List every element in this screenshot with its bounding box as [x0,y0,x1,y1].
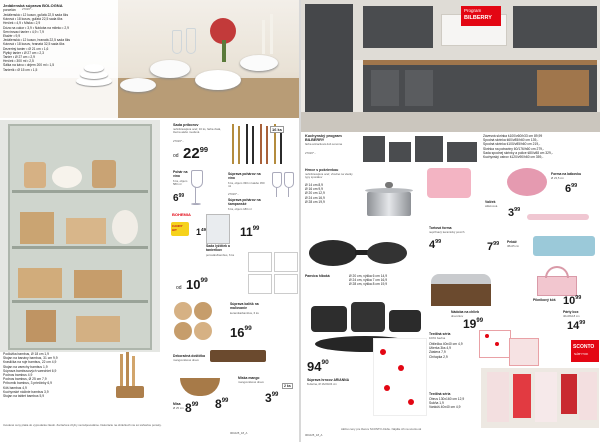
pink-cake-form-image [427,168,471,198]
cake-form-title: Tortová forma [429,226,452,230]
spoon-set-title: Sada lyžičiek a tanierikov [206,244,230,252]
wine-glass-desc: 6 ks, objem 580 ml [173,179,188,187]
list-item: Kávová • 18 kusov, hranatá 32,5 sada 6ks [3,42,65,47]
price-dec: 99 [435,239,442,245]
plate-stack-image [74,60,114,94]
list-item: Šálka na kávu • objem 200 ml • 1,5 [3,63,55,68]
tray-price [487,242,499,253]
list-item: Sukňa 1,9 [429,401,444,406]
list-item: Podnos bambus 4,9 [3,373,33,378]
list-item: Kuchynské náčinie bambus 3,9 [3,389,49,394]
party-box-title: Párty box [563,310,579,314]
candy-hit-label: CANDY HIT [172,224,183,232]
candy-hit-badge [171,222,189,236]
glass-set-code: 27016*... [228,192,240,196]
serving-board-desc: keramika/bambus, 6 ks [230,311,259,315]
list-item: Stojan na varechy bambus 1,9 [3,364,48,369]
bamboo-utensils-image [112,350,158,400]
bread-box-price [463,318,483,330]
list-item: Obrus 130x160 cm 12,9 [429,397,465,401]
glass-set-title: Súprava pohárov na víno [228,172,261,180]
wine-glass-title: Pohár na víno [173,170,188,178]
price-dec: 99 [493,241,500,247]
list-item: Závesná skrinka š100/v60/h33 cm 89,99 [483,134,543,138]
price-int: 16 [230,325,245,340]
price-int: 94 [307,359,322,374]
list-item: Zástera 7,9 [429,350,446,355]
party-box-desc: 40x28x18 cm [563,314,580,318]
list-item: Súprava bambusových varechiet 6,9 [3,368,57,373]
list-item: Ø 24 cm 16,9 [305,195,325,200]
price-int: 6 [565,183,572,195]
list-item: Kuchynský ostrov š120/v90/h60 cm 359,- [483,155,544,160]
list-item: Podložka bambus, Ø 18 cm 1,9 [3,352,49,356]
price-dec: 99 [178,193,185,199]
cabinet-photo [0,120,160,352]
mango-bowl-title: Miska mango [238,376,260,380]
list-item: Ø 14 cm 8,9 [305,183,323,187]
textiles-desc: 100% bavlna [429,336,446,340]
price-int: 4 [429,239,436,251]
roller-desc: silikónová [485,204,498,208]
table-runner-image [373,338,427,416]
cutlery-from-label: od [173,153,179,159]
bowl-desc: Ø 25 cm [173,406,184,410]
left-page [0,0,299,442]
price-int: 6 [173,193,179,204]
list-item: Ø 16 cm 9,9 [305,187,323,192]
cake-form-price [429,240,441,251]
price-dec: 99 [271,392,279,398]
price-dec: 99 [191,402,199,408]
list-item: Vankúš 40x40 cm 4,9 [429,405,461,410]
price-int: 10 [563,295,576,307]
serving-board-title: Súprava kalíšk na maľovanie [230,302,259,310]
left-page-code: 001025_18_A [230,431,248,435]
serving-board-price [230,326,252,339]
wine-glass-price [173,194,184,204]
spoon-set-image [246,250,298,294]
price-dec: 99 [476,318,484,324]
mango-bowl-price [265,392,278,404]
tableware-price-list [3,13,73,72]
list-item: Dezertný tanier • Ø 21 cm • 1,6 [3,46,49,51]
right-footer-note: Akčné ceny pre členov SCONTO-Clubu. Nájdite ich na sconto.sk [341,427,422,431]
sconto-logo-text: SCONTO [573,344,595,350]
list-item: Podnos bambus, Ø 25 cm 7,9 [3,377,47,382]
kugel-price [565,184,577,195]
kitchen-desc: farba antracitová dub sonoma [305,142,343,146]
basket-title: Piknikový kôš [533,298,556,302]
list-item: Príbornik bambus, 3 priečinky 6,9 [3,381,52,386]
steel-pot-image [361,180,417,220]
price-dec: 99 [571,183,578,189]
list-item: Kôš bambus 4,9 [3,385,27,390]
list-item: Etažér • 9,9 [3,34,21,39]
mango-bowl-tag-label: 2 ks [284,384,291,388]
textile-set-price-list [429,397,479,410]
cookware-price-list [305,183,355,204]
program-badge-line1: Program [464,8,482,13]
price-dec: 99 [200,277,208,284]
left-footer-note: Uvedené ceny platia do vypredania zásob. Za tlačové chyby nezodpovedáme. Dekorácie na obrázkoch nie sú súčasťou ponuky. [3,423,162,427]
cutlery-desc: nehrdzavejúca oceľ, 16 ks, farba zlatá, čierna alebo meďená [173,127,221,135]
price-int: 10 [186,277,201,292]
cake-form-desc: nepriľnavý keramický povrch [429,230,465,234]
baking-tray-image [533,236,595,256]
price-int: 3 [508,207,515,219]
tableware-code: 27016*... [22,7,34,11]
wooden-bowl-image [180,378,220,396]
frying-pan-image [307,236,417,272]
price-dec: 99 [514,207,521,213]
picnic-basket-image [537,266,577,296]
price-int: 11 [240,225,253,239]
bowl-price [185,402,198,414]
kitchen-price-list [483,134,599,159]
basket-price [563,296,581,307]
list-item: Ø 24 cm, výška 7 cm 16,9 [349,278,388,283]
list-item: Ø 28 cm, výška 8 cm 19,9 [349,282,388,287]
party-box-price [567,321,585,332]
decor-plate-title: Dekoračná doštička [173,354,206,358]
bamboo-product-list [3,352,107,398]
spoon-set-from-label: od [176,285,182,291]
list-item: Obliečka 40x40 cm 4,9 [429,342,463,346]
spoon-set-desc: porcelán/bambus, 6 ks [206,253,235,257]
champagne-set-title: Súprava pohárov na šampanské [228,198,261,206]
bread-box-desc: drevo/kov [451,314,464,318]
kitchen-textiles-photo [481,368,599,428]
list-item: Plytký tanier • Ø 27 cm • 2,3 [3,50,44,55]
list-item: Hrnček • 4,9 • Miska • 2,9 [3,21,41,26]
champagne-box-image [206,214,230,244]
list-item: Utierka 3ks 4,9 [429,346,451,351]
list-item: Spodná skrinka š100/v85/h60 cm 219,- [483,142,541,147]
cookware-desc: nehrdzavejúca oceľ, vhodné na všetky typy sporákov [305,172,353,180]
kugel-desc: Ø 23,5 cm [551,176,564,180]
tableware-subtitle: porcelán [3,8,16,12]
champagne-price-small [196,228,206,237]
sconto-logo [571,340,599,362]
price-int: 7 [487,241,494,253]
mango-bowl-desc: mangovníkové drevo [238,380,264,384]
tableware-title: Jedálenská súprava BOLOGNA [3,3,63,8]
arianna-set-desc: 8-dielna, Ø 16/20/24 cm [307,382,337,386]
list-item: Stojan na tablet bambus 5,9 [3,394,45,399]
arianna-set-title: Súprava hrncov ARIANNA [307,378,350,382]
decor-plate-desc: mangovníkové drevo [173,358,199,362]
list-item: Skrinka na potraviny 60/176/h60 cm 279,- [483,146,545,151]
cutlery-tag-label: 16 ks [272,127,283,132]
decor-plate-image [210,350,266,362]
tray-title: Pekáč [507,240,517,244]
glass-set-image [268,170,298,200]
price-dec: 99 [244,325,252,332]
textiles-price-list [429,342,479,359]
cutlery-tag [270,126,284,133]
cutlery-code: 27016*... [173,139,185,143]
list-item: Ø 20 cm, výška 6 cm 14,9 [349,274,388,278]
price-int: 1 [196,227,202,237]
price-int: 22 [183,145,200,162]
bread-box-title: Nádoba na chlieb [451,310,480,314]
kugelhopf-form-image [507,168,547,196]
glass-set-desc: 6 ks, objem 330 ml alebo 450 ml [228,181,265,189]
cutlery-price [183,146,208,161]
pan-title: Panvica hlboká [305,274,330,278]
price-int: 14 [567,320,580,332]
list-item: Chňapka 2,9 [429,354,448,359]
price-int: 8 [185,401,192,415]
price-dec: 99 [575,295,582,301]
right-page [301,0,600,442]
list-item: Stojan na banány bambus, 31 cm 9,9 [3,356,58,361]
roller-title: Valček [485,200,496,204]
decor-plate-price [215,398,228,410]
right-page-code: 001025_18_A [305,433,323,437]
champagne-price [240,226,259,238]
list-item: Hrnček • 300 ml • 2,5 [3,59,34,64]
list-item: Spodná skrinka š60/v85/h60 cm 139,- [483,138,539,143]
price-int: 19 [463,317,477,331]
arianna-set-price [307,360,329,373]
serving-board-image [172,300,216,344]
spoon-set-price [186,278,208,291]
list-item: Sada spodnej skrinky a police š80/v88 cm 329,- [483,150,553,155]
textile-napkins-image [479,330,539,368]
mango-bowl-tag [282,383,293,389]
list-item: Servírovací tanier • 4,9 • 7,9 [3,29,44,34]
program-badge [461,6,501,26]
list-item: Kraslička na ruje bambus, 22 cm 4,9 [3,360,57,365]
kitchen-code: 27016*... [305,151,317,155]
price-dec: 99 [199,145,209,154]
list-item: Ø 20 cm 12,9 [305,191,325,196]
kitchen-module-thumbnails [361,134,479,166]
price-int: 8 [215,397,222,411]
price-int: 3 [265,391,272,405]
champagne-set-desc: 6 ks, objem 180 ml [228,207,252,211]
textile-set-title: Textilná séria [429,392,451,396]
list-item: Tanier • Ø 27 cm • 2,9 [3,55,35,60]
list-item: Kávová • 18 kusov, guľatá 22,5 sada 6ks [3,17,63,22]
bowl-title: Misa [173,402,181,406]
cutlery-image [226,122,298,170]
list-item: Dóza na cukor • 3,9 • Nádoba na mlieko • 2,9 [3,25,69,30]
kugel-title: Forma na bábovku [551,172,582,176]
cookware-title: Hrnce s pokrievkou [305,168,339,172]
sconto-logo-sub: NÁBYTOK [574,352,589,356]
price-dec: 90 [321,359,329,366]
list-item: Jedálenská • 12 kusov, guľatá 22,5 sada 6ks [3,13,69,17]
list-item: Jedálenská • 12 kusov, hranatá 22,5 sada 6ks [3,38,71,43]
tray-desc: 38x25 cm [507,244,520,248]
list-item: Tanierik • Ø 15 cm • 1,5 [3,67,38,72]
rolling-pin-image [527,214,589,220]
pan-price-list [349,274,423,287]
program-badge-line2: BILBERRY [464,15,492,21]
list-item: Ø 28 cm 19,9 [305,199,325,204]
price-dec: 99 [221,398,229,404]
price-dec: 99 [579,320,586,326]
bohemia-brand: BOHEMIA [172,212,191,217]
roller-price [508,208,520,219]
cutlery-title: Sada príborov [173,123,199,127]
wine-glass-image [190,170,202,210]
bread-box-image [431,270,491,306]
price-dec: 49 [201,227,207,232]
kitchen-title: Kuchynský program BILBERRY [305,134,342,142]
kitchen-photo [301,0,600,132]
textiles-title: Textilná séria [429,332,451,336]
price-dec: 99 [252,226,260,232]
